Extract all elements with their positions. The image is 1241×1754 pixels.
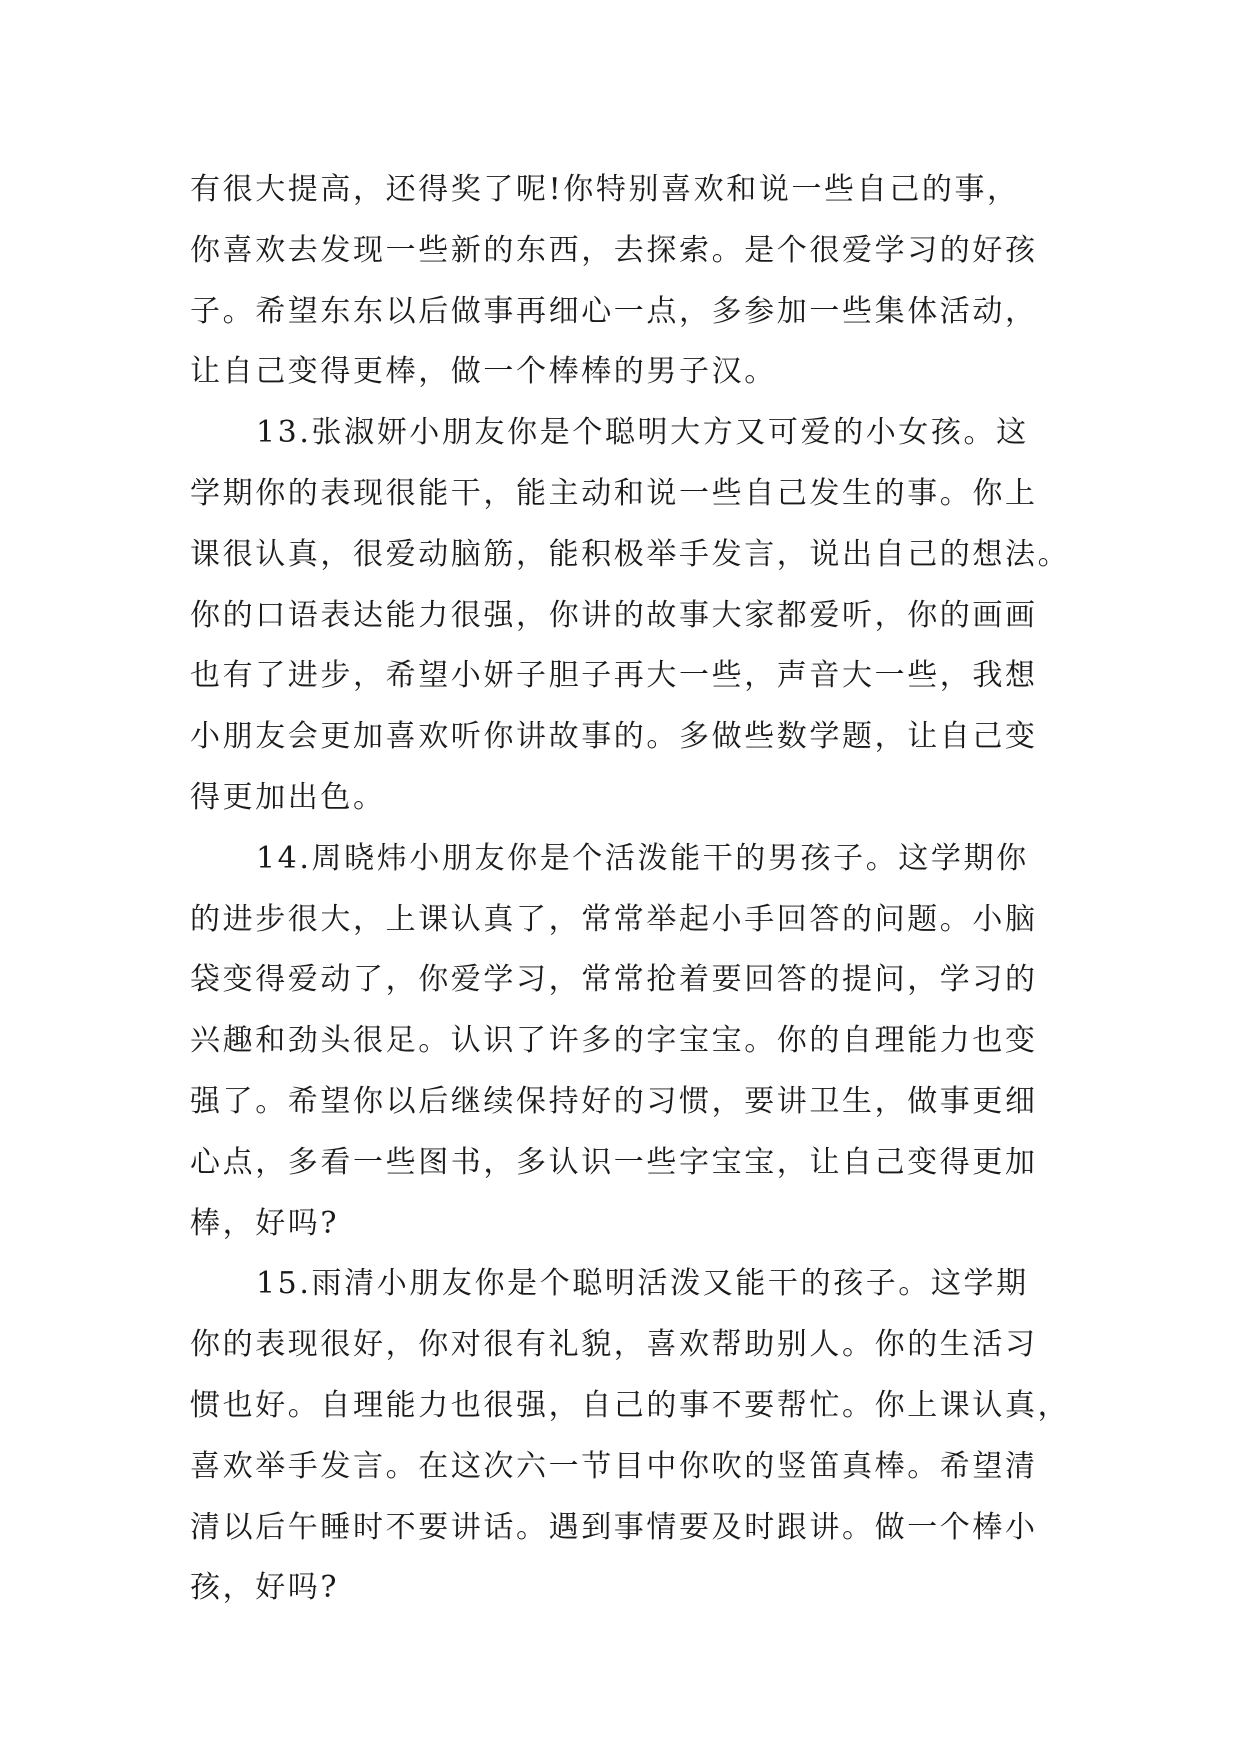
document-paragraph — [190, 829, 1075, 1255]
document-body — [190, 160, 1075, 1619]
text-line: 强了。希望你以后继续保持好的习惯，要讲卫生，做事更细 — [190, 1083, 1038, 1119]
text-line: 的进步很大，上课认真了，常常举起小手回答的问题。小脑 — [190, 901, 1038, 937]
text-line: 有很大提高，还得奖了呢!你特别喜欢和说一些自己的事， — [190, 172, 1020, 207]
text-line: 学期你的表现很能干，能主动和说一些自己发生的事。你上 — [190, 475, 1038, 511]
document-paragraph — [190, 403, 1075, 829]
text-line: 袋变得爱动了，你爱学习，常常抢着要回答的提问，学习的 — [190, 962, 1038, 998]
text-line: 子。希望东东以后做事再细心一点，多参加一些集体活动， — [190, 293, 1038, 329]
text-line: 让自己变得更棒，做一个棒棒的男子汉。 — [190, 354, 777, 390]
text-line: 你喜欢去发现一些新的东西，去探索。是个很爱学习的好孩 — [190, 232, 1038, 268]
document-paragraph — [190, 1254, 1075, 1619]
text-line: 你的表现很好，你对很有礼貌，喜欢帮助别人。你的生活习 — [190, 1327, 1038, 1363]
text-line: 心点，多看一些图书，多认识一些字宝宝，让自己变得更加 — [190, 1144, 1038, 1180]
text-line: 15.雨清小朋友你是个聪明活泼又能干的孩子。这学期 — [256, 1266, 1029, 1302]
text-line: 惯也好。自理能力也很强，自己的事不要帮忙。你上课认真， — [190, 1387, 1071, 1423]
text-line: 也有了进步，希望小妍子胆子再大一些，声音大一些，我想 — [190, 658, 1038, 694]
text-line: 13.张淑妍小朋友你是个聪明大方又可爱的小女孩。这 — [256, 415, 1029, 451]
text-line: 孩，好吗? — [190, 1570, 340, 1606]
text-line: 得更加出色。 — [190, 779, 386, 815]
text-line: 你的口语表达能力很强，你讲的故事大家都爱听，你的画画 — [190, 597, 1038, 633]
text-line: 小朋友会更加喜欢听你讲故事的。多做些数学题，让自己变 — [190, 719, 1038, 755]
text-line: 喜欢举手发言。在这次六一节目中你吹的竖笛真棒。希望清 — [190, 1448, 1038, 1484]
text-line: 棒，好吗? — [190, 1205, 340, 1241]
text-line: 课很认真，很爱动脑筋，能积极举手发言，说出自己的想法。 — [190, 536, 1071, 572]
document-paragraph — [190, 160, 1075, 403]
text-line: 清以后午睡时不要讲话。遇到事情要及时跟讲。做一个棒小 — [190, 1509, 1038, 1545]
text-line: 兴趣和劲头很足。认识了许多的字宝宝。你的自理能力也变 — [190, 1023, 1038, 1059]
text-line: 14.周晓炜小朋友你是个活泼能干的男孩子。这学期你 — [256, 840, 1029, 876]
